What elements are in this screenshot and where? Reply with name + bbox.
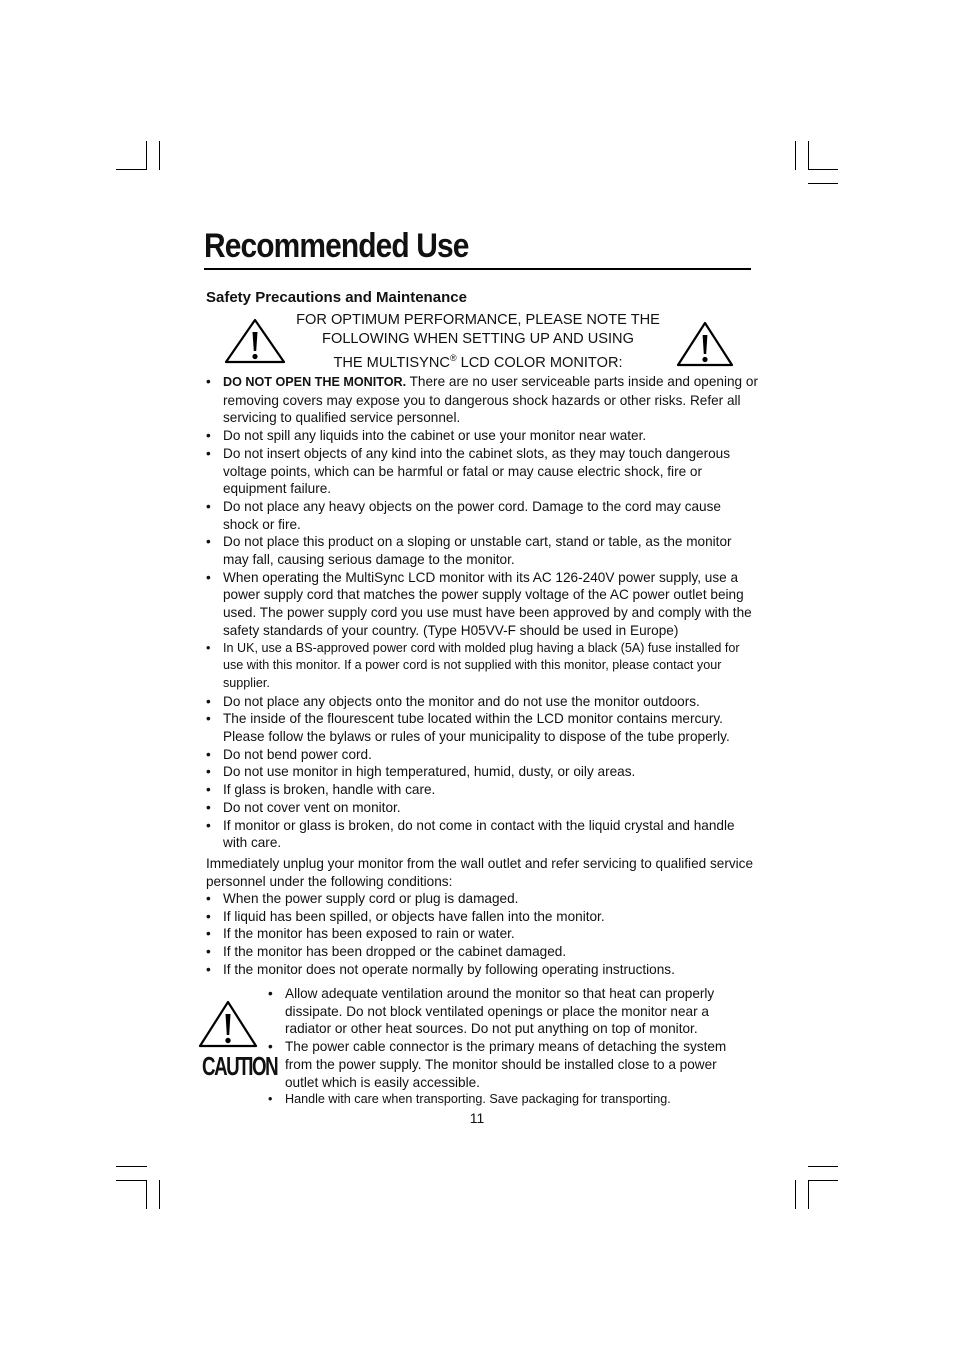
- list-item: • If monitor or glass is broken, do not come in contact with the liquid crystal and handle with care.: [206, 817, 758, 852]
- registered-mark: ®: [449, 353, 457, 363]
- list-item: • When operating the MultiSync LCD monitor with its AC 126-240V power supply, use a power supply cord that matches the power supply voltage of the AC power outlet being used. The power supply cord you use must have been approved by and comply with the safety standards of your country. (Type H05VV-F should be used in Europe): [206, 569, 758, 640]
- service-conditions-list: [206, 890, 758, 979]
- list-item-text: There are no user serviceable parts inside and opening or removing covers may expose you to dangerous shock hazards or other risks. Refer all servicing to qualified service personnel.: [223, 374, 758, 426]
- list-item: [206, 373, 758, 427]
- setup-notice: [288, 311, 668, 373]
- list-item: • In UK, use a BS-approved power cord with molded plug having a black (5A) fuse installed for use with this monitor. If a power cord is not supplied with this monitor, please contact your supplier.: [206, 640, 758, 693]
- list-item: • Do not spill any liquids into the cabinet or use your monitor near water.: [206, 427, 758, 445]
- list-item: • Do not cover vent on monitor.: [206, 799, 758, 817]
- page-number: 11: [469, 1110, 485, 1126]
- warning-emphasis: DO NOT OPEN THE MONITOR.: [223, 375, 407, 389]
- caution-triangle-icon: [198, 1000, 258, 1048]
- list-item: • If the monitor has been dropped or the cabinet damaged.: [206, 943, 758, 961]
- notice-line: FOR OPTIMUM PERFORMANCE, PLEASE NOTE THE: [296, 312, 660, 328]
- notice-text: THE MULTISYNC: [333, 354, 450, 371]
- list-item: • Do not use monitor in high temperatured, humid, dusty, or oily areas.: [206, 763, 758, 781]
- list-item: • Do not place this product on a sloping or unstable cart, stand or table, as the monitor may fall, causing serious damage to the monitor.: [206, 533, 758, 568]
- list-item: • If liquid has been spilled, or objects have fallen into the monitor.: [206, 908, 758, 926]
- page-title-text: Recommended Use: [204, 227, 469, 265]
- warning-triangle-icon: [224, 318, 286, 364]
- list-item: • The power cable connector is the primary means of detaching the system from the power supply. The monitor should be installed close to a power outlet which is easily accessible.: [268, 1038, 738, 1091]
- list-item: • Do not place any objects onto the monitor and do not use the monitor outdoors.: [206, 693, 758, 711]
- notice-line: FOLLOWING WHEN SETTING UP AND USING: [322, 331, 634, 347]
- section-title: Safety Precautions and Maintenance: [206, 289, 467, 306]
- list-item: • Do not place any heavy objects on the power cord. Damage to the cord may cause shock or fire.: [206, 498, 758, 533]
- warning-triangle-icon: [676, 321, 734, 367]
- caution-list: [268, 985, 738, 1109]
- list-item: • Do not insert objects of any kind into the cabinet slots, as they may touch dangerous voltage points, which can be harmful or fatal or may cause electric shock, fire or equipment failure.: [206, 445, 758, 498]
- list-item: • Handle with care when transporting. Save packaging for transporting.: [268, 1091, 738, 1109]
- caution-label-text: CAUTION: [202, 1051, 278, 1081]
- list-item: • If glass is broken, handle with care.: [206, 781, 758, 799]
- list-item: • Allow adequate ventilation around the monitor so that heat can properly dissipate. Do not block ventilated openings or place the monitor near a radiator or other heat sources. Do not put anything on top of monitor.: [268, 985, 738, 1038]
- page-title: [204, 226, 751, 270]
- list-item: • If the monitor has been exposed to rain or water.: [206, 925, 758, 943]
- precautions-list: [206, 373, 758, 852]
- list-item: • When the power supply cord or plug is damaged.: [206, 890, 758, 908]
- list-item: • If the monitor does not operate normally by following operating instructions.: [206, 961, 758, 979]
- list-item: • The inside of the flourescent tube located within the LCD monitor contains mercury. Please follow the bylaws or rules of your municipality to dispose of the tube properly.: [206, 710, 758, 745]
- notice-text: LCD COLOR MONITOR:: [456, 354, 623, 371]
- unplug-intro: Immediately unplug your monitor from the wall outlet and refer servicing to qualified service personnel under the following conditions:: [206, 856, 754, 889]
- notice-line: [288, 349, 668, 373]
- list-item: • Do not bend power cord.: [206, 746, 758, 764]
